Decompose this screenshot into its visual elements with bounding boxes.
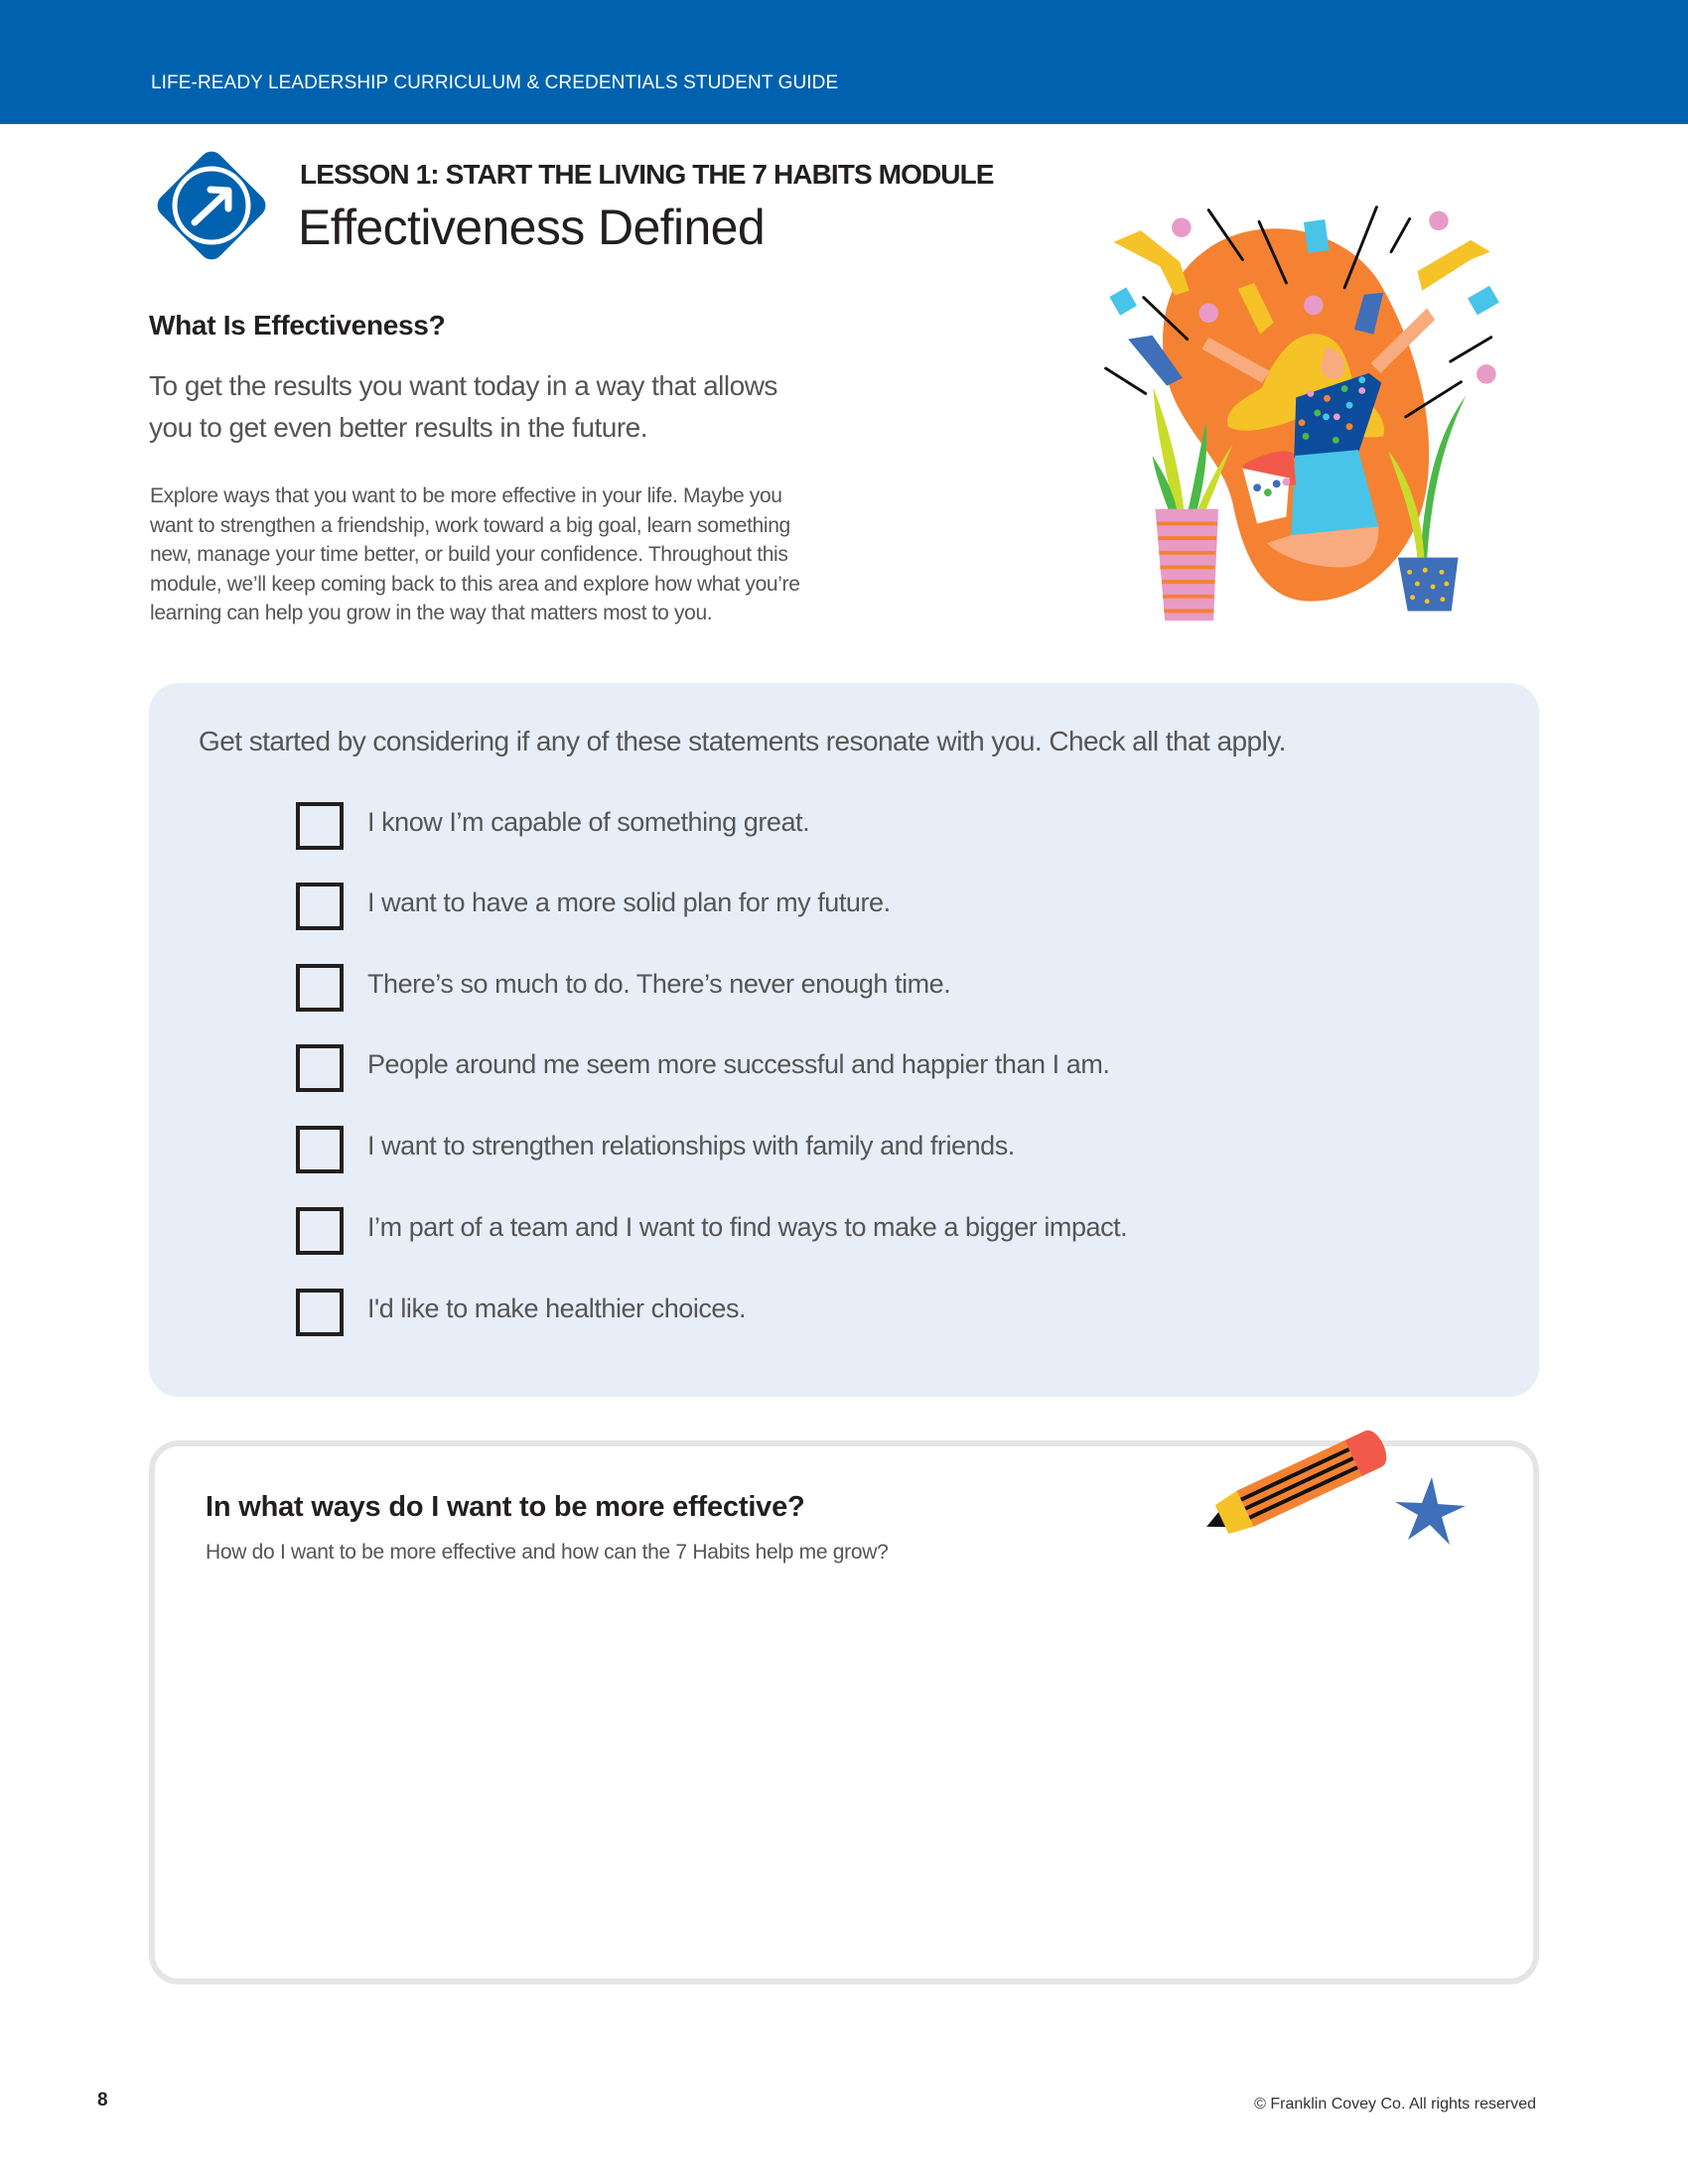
header-band xyxy=(0,0,1688,124)
checklist-intro: Get started by considering if any of these statements resonate with you. Check all that apply. xyxy=(199,726,1286,756)
checklist-item xyxy=(296,1044,1487,1092)
checkbox[interactable] xyxy=(296,1126,344,1173)
checkbox[interactable] xyxy=(296,802,344,850)
effectiveness-definition xyxy=(149,365,777,449)
star-icon xyxy=(1395,1477,1466,1545)
checkbox[interactable] xyxy=(296,883,344,930)
checkbox[interactable] xyxy=(296,1289,344,1336)
section-heading: What Is Effectiveness? xyxy=(149,310,446,341)
checklist-item xyxy=(296,964,1487,1012)
page-title: Effectiveness Defined xyxy=(298,200,766,255)
checklist-item-label: I want to strengthen relationships with family and friends. xyxy=(367,1131,1015,1160)
explore-paragraph xyxy=(150,481,800,628)
checklist-item-label: People around me seem more successful and happier than I am. xyxy=(367,1049,1110,1079)
reflection-title: In what ways do I want to be more effective? xyxy=(206,1491,805,1523)
checklist-item xyxy=(296,1126,1487,1173)
definition-line: To get the results you want today in a way that allows xyxy=(149,370,777,401)
paragraph-line: Explore ways that you want to be more effective in your life. Maybe you xyxy=(150,484,782,507)
checklist-item xyxy=(296,1207,1487,1255)
pencil-star-decoration xyxy=(1192,1410,1489,1549)
checklist-item-label: I’m part of a team and I want to find ways to make a bigger impact. xyxy=(367,1212,1128,1242)
checkbox[interactable] xyxy=(296,1207,344,1255)
checklist-item-label: I want to have a more solid plan for my future. xyxy=(367,887,891,917)
lesson-logo-icon xyxy=(149,143,274,268)
lesson-label: LESSON 1: START THE LIVING THE 7 HABITS MODULE xyxy=(300,159,994,190)
definition-line: you to get even better results in the future. xyxy=(149,412,648,443)
reflection-answer-field[interactable] xyxy=(199,1588,1483,1960)
checklist-item-label: I'd like to make healthier choices. xyxy=(367,1294,747,1323)
checkbox[interactable] xyxy=(296,964,344,1012)
paragraph-line: new, manage your time better, or build your confidence. Throughout this xyxy=(150,543,788,566)
checklist-item xyxy=(296,883,1487,930)
reflection-subtitle: How do I want to be more effective and how can the 7 Habits help me grow? xyxy=(206,1541,889,1564)
pencil-icon xyxy=(1198,1427,1392,1545)
paragraph-line: want to strengthen a friendship, work toward a big goal, learn something xyxy=(150,513,790,537)
page-number: 8 xyxy=(97,2090,108,2111)
celebration-illustration xyxy=(1087,194,1524,630)
paragraph-line: learning can help you grow in the way that matters most to you. xyxy=(150,602,713,624)
paragraph-line: module, we’ll keep coming back to this area and explore how what you’re xyxy=(150,572,800,596)
checkbox[interactable] xyxy=(296,1044,344,1092)
checklist-item-label: There’s so much to do. There’s never enough time. xyxy=(367,969,951,999)
checklist-item-label: I know I’m capable of something great. xyxy=(367,807,810,837)
checklist-item xyxy=(296,1289,1487,1336)
checklist-item xyxy=(296,802,1487,850)
guide-title: LIFE-READY LEADERSHIP CURRICULUM & CREDENTIALS STUDENT GUIDE xyxy=(151,72,839,93)
copyright-notice: © Franklin Covey Co. All rights reserved xyxy=(1254,2096,1536,2113)
